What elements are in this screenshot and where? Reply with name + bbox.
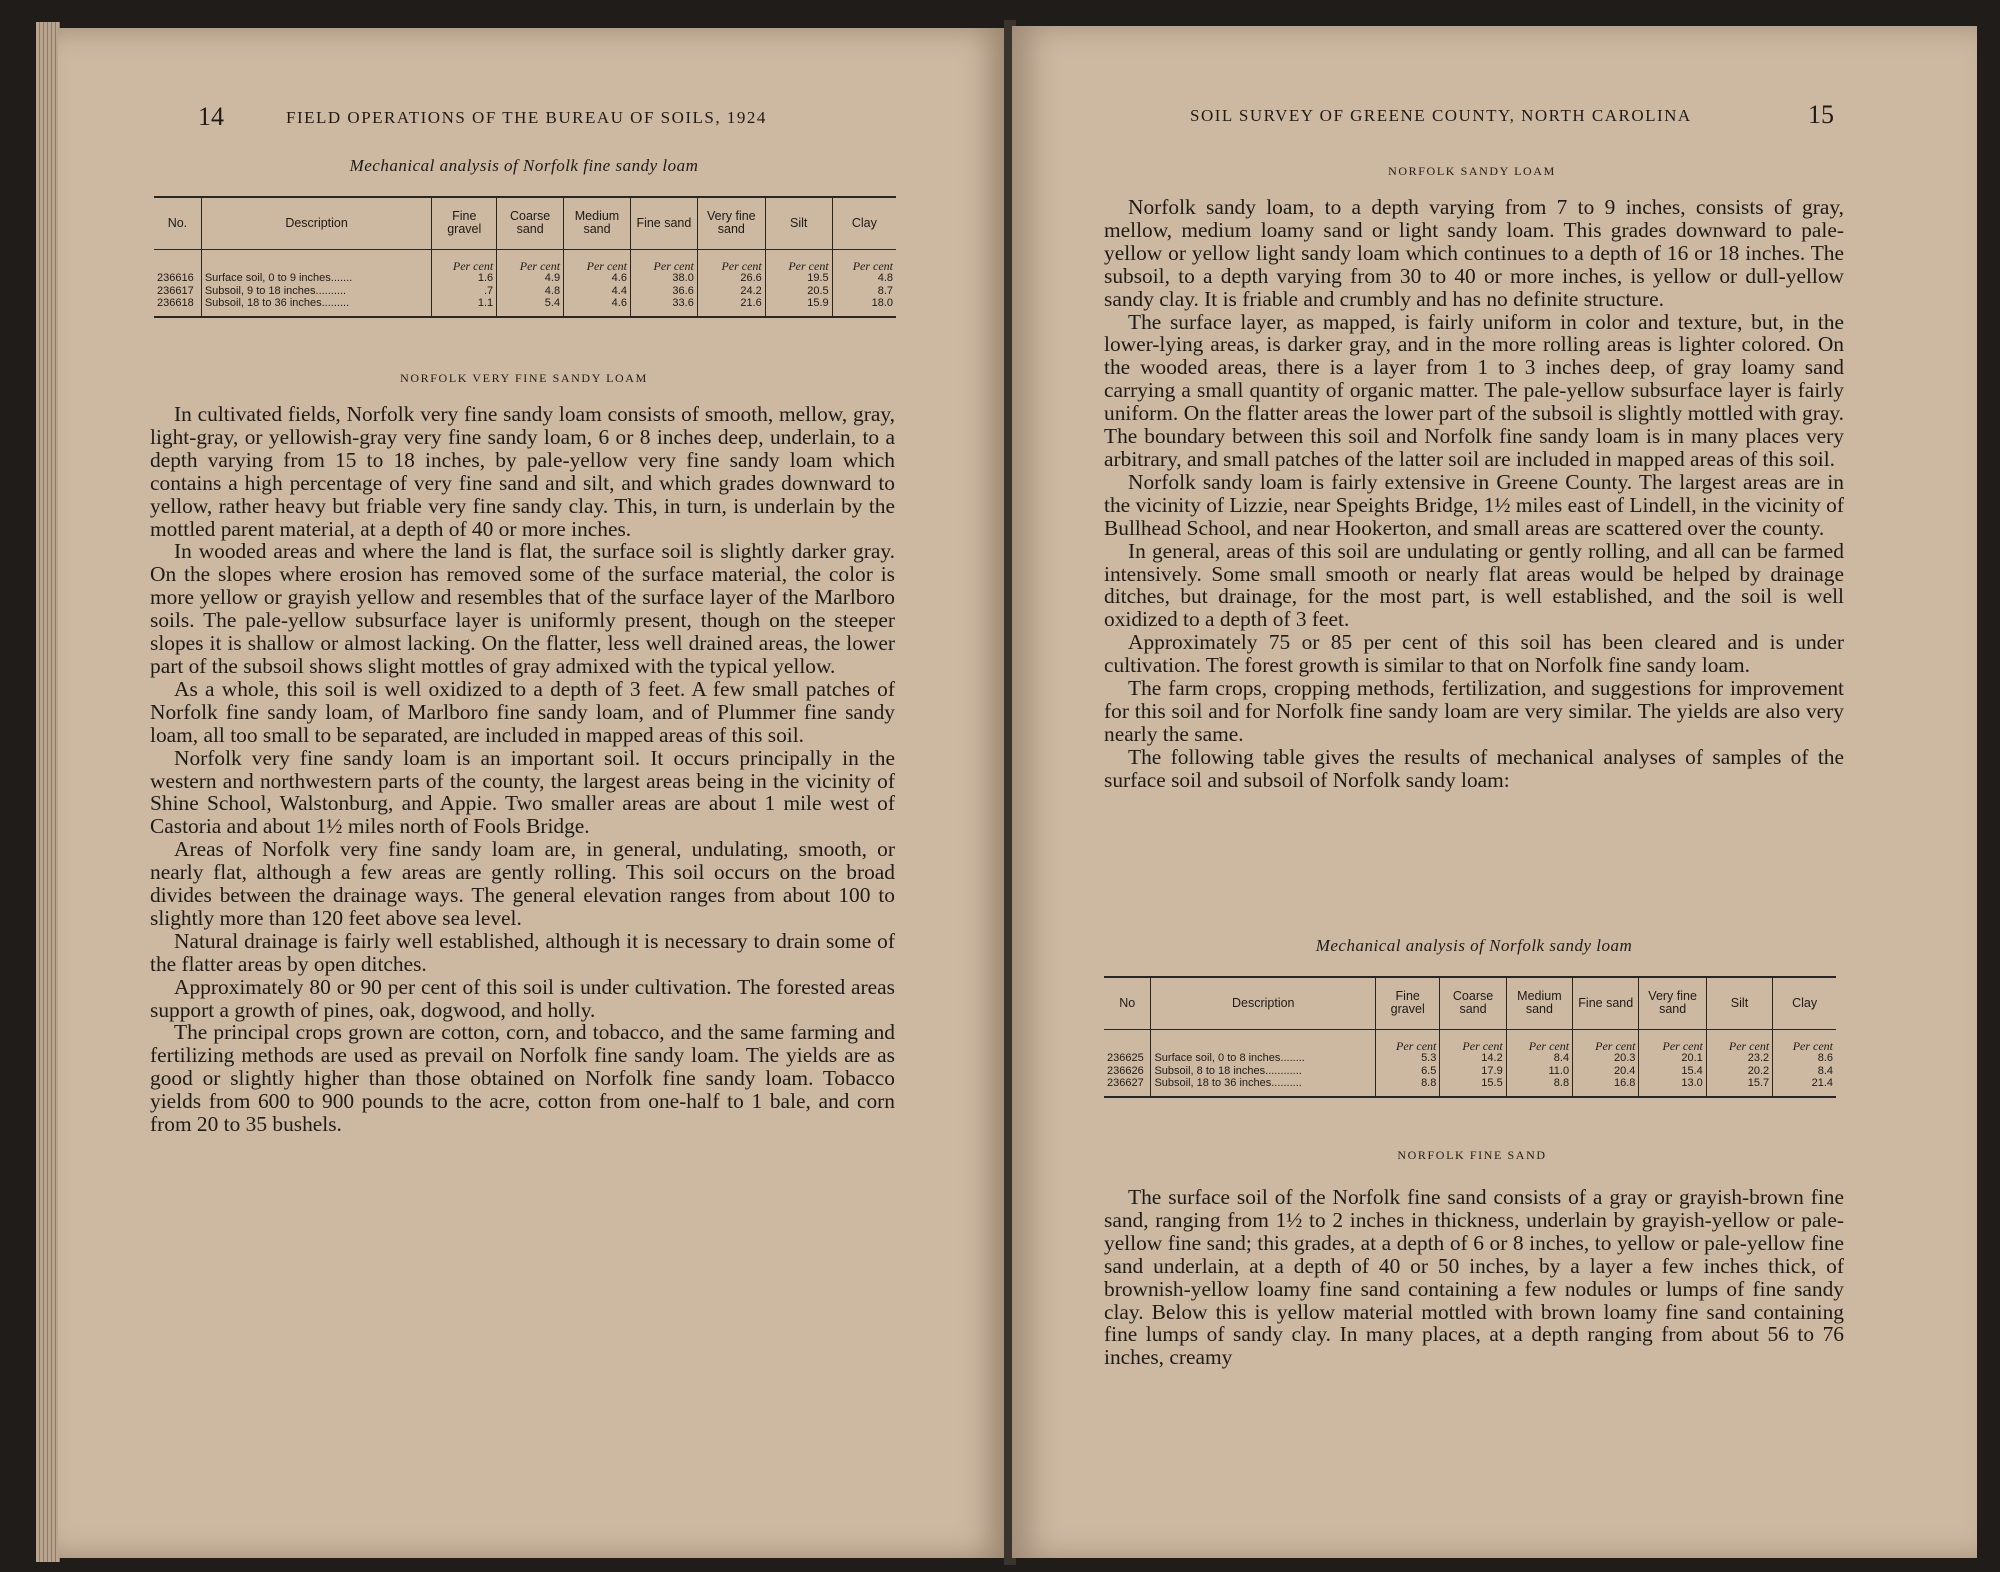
sample-number: 236617 bbox=[157, 284, 194, 297]
unit-cell: Per cent bbox=[1376, 1029, 1440, 1052]
value-cell: 20.2 bbox=[1706, 1065, 1772, 1078]
value-cell: 4.6 bbox=[564, 297, 631, 317]
page-number: 14 bbox=[198, 102, 224, 131]
col-header: No. bbox=[154, 197, 201, 249]
body-text bbox=[1104, 1186, 1844, 1369]
section-heading: NORFOLK VERY FINE SANDY LOAM bbox=[400, 371, 648, 385]
value-cell: 11.0 bbox=[1506, 1065, 1572, 1078]
sample-description: Subsoil, 8 to 18 inches............ bbox=[1151, 1065, 1376, 1078]
col-header: Clay bbox=[832, 197, 896, 249]
sample-number: 236627 bbox=[1107, 1077, 1144, 1090]
col-header: Fine sand bbox=[630, 197, 697, 249]
value-cell: 8.8 bbox=[1506, 1077, 1572, 1097]
paragraph: In cultivated fields, Norfolk very fine sandy loam consists of smooth, mellow, gray, light-gray, or yellowish-gray very fine sandy loam, 6 or 8 inches deep, underlain, to a depth varying from 15 to 18 inches, by pale-yellow very fine sandy loam which contains a high percentage of very fine sand and silt, and which grades downward to yellow, rather heavy but friable very fine sandy clay. This, in turn, is underlain by the mottled parent material, at a depth of 40 or more inches. bbox=[150, 402, 895, 541]
col-header: No bbox=[1104, 977, 1151, 1029]
col-header: Very fine sand bbox=[1639, 977, 1706, 1029]
paragraph: Norfolk very fine sandy loam is an important soil. It occurs principally in the western and northwestern parts of the county, the largest areas being in the vicinity of Shine School, Walstonburg, and Appie. Two smaller areas are about 1 mile west of Castoria and about 1½ miles north of Fools Bridge. bbox=[150, 745, 895, 839]
value-cell: 5.4 bbox=[497, 297, 564, 317]
table-row bbox=[1104, 1065, 1836, 1078]
sample-description: Subsoil, 18 to 36 inches......... bbox=[201, 297, 432, 317]
unit-cell: Per cent bbox=[1506, 1029, 1572, 1052]
col-header: Fine gravel bbox=[432, 197, 497, 249]
paragraph: The principal crops grown are cotton, corn, and tobacco, and the same farming and fertilizing methods are used as prevail on Norfolk fine sandy loam. The yields are as good or slightly higher than those obtained on Norfolk fine sandy loam. Tobacco yields from 600 to 900 pounds to the acre, cotton from one-half to 1 bale, and corn from 20 to 35 bushels. bbox=[150, 1020, 895, 1137]
paragraph: Approximately 75 or 85 per cent of this soil has been cleared and is under cultivation. The forest growth is similar to that on Norfolk fine sandy loam. bbox=[1104, 630, 1844, 678]
paragraph: The surface soil of the Norfolk fine sand consists of a gray or grayish-brown fine sand, ranging from 1½ to 2 inches in thickness, underlain by grayish-yellow or pale-yellow fine sand; this grades, at a depth of 6 or 8 inches, to yellow or pale-yellow fine sand underlain, at a depth of 40 or 50 inches, by a layer a few inches thick, of brownish-yellow loamy fine sand containing a few nodules or lumps of fine sandy clay. Below this is yellow material mottled with brown loamy fine sand containing fine lumps of sandy clay. In many places, at a depth ranging from about 56 to 76 inches, creamy bbox=[1104, 1185, 1844, 1370]
paragraph: In general, areas of this soil are undulating or gently rolling, and all can be farmed intensively. Some small smooth or nearly flat areas would be helped by drainage ditches, but drainage, for the most part, is well established, and the soil is well oxidized to a depth of 3 feet. bbox=[1104, 538, 1844, 632]
col-header: Clay bbox=[1773, 977, 1836, 1029]
col-header: Fine gravel bbox=[1376, 977, 1440, 1029]
col-header: Very fine sand bbox=[697, 197, 765, 249]
paragraph: Norfolk sandy loam is fairly extensive in Greene County. The largest areas are in the vicinity of Lizzie, near Speights Bridge, 1½ miles east of Lindell, in the vicinity of Bullhead School, and near Hookerton, and small areas are scattered over the county. bbox=[1104, 469, 1844, 540]
col-header: Description bbox=[1151, 977, 1376, 1029]
value-cell: 24.2 bbox=[697, 285, 765, 298]
unit-cell: Per cent bbox=[564, 249, 631, 272]
unit-cell: Per cent bbox=[1639, 1029, 1706, 1052]
unit-cell: Per cent bbox=[832, 249, 896, 272]
col-header: Fine sand bbox=[1573, 977, 1639, 1029]
value-cell: 33.6 bbox=[630, 297, 697, 317]
unit-cell: Per cent bbox=[497, 249, 564, 272]
col-header: Silt bbox=[1706, 977, 1772, 1029]
sample-number: 236626 bbox=[1107, 1064, 1144, 1077]
table-row bbox=[1104, 1052, 1836, 1065]
value-cell: 21.4 bbox=[1773, 1077, 1836, 1097]
col-header: Medium sand bbox=[564, 197, 631, 249]
sample-description: Surface soil, 0 to 8 inches........ bbox=[1151, 1052, 1376, 1065]
col-header: Silt bbox=[765, 197, 832, 249]
paragraph: The surface layer, as mapped, is fairly uniform in color and texture, but, in the lower-lying areas, is darker gray, and in the more rolling areas is lighter colored. On the wooded areas, there is a layer from 1 to 3 inches deep, of gray loamy sand carrying a small quantity of organic matter. The pale-yellow subsurface layer is fairly uniform. On the flatter areas the lower part of the subsoil is slightly mottled with gray. The boundary between this soil and Norfolk fine sandy loam is in many places very arbitrary, and small patches of the latter soil are included in mapped areas of this soil. bbox=[1104, 309, 1844, 471]
sample-description: Subsoil, 18 to 36 inches.......... bbox=[1151, 1077, 1376, 1097]
running-head: FIELD OPERATIONS OF THE BUREAU OF SOILS, 1924 bbox=[286, 108, 767, 127]
value-cell: 8.4 bbox=[1506, 1052, 1572, 1065]
value-cell: 17.9 bbox=[1440, 1065, 1506, 1078]
table-caption: Mechanical analysis of Norfolk sandy loam bbox=[1315, 936, 1633, 955]
value-cell: 23.2 bbox=[1706, 1052, 1772, 1065]
value-cell: 20.4 bbox=[1573, 1065, 1639, 1078]
left-page bbox=[58, 28, 1008, 1558]
section-heading: NORFOLK SANDY LOAM bbox=[1388, 164, 1556, 178]
unit-cell: Per cent bbox=[697, 249, 765, 272]
value-cell: 6.5 bbox=[1376, 1065, 1440, 1078]
unit-cell: Per cent bbox=[1706, 1029, 1772, 1052]
value-cell: 1.1 bbox=[432, 297, 497, 317]
paragraph: In wooded areas and where the land is flat, the surface soil is slightly darker gray. On the slopes where erosion has removed some of the surface material, the color is more yellow or grayish yellow and resembles that of the surface layer of the Marlboro soils. The pale-yellow subsurface layer is uniformly present, though on the steeper slopes it is shallow or almost lacking. On the flatter, less well drained areas, the lower part of the subsoil shows slight mottles of gray admixed with the typical yellow. bbox=[150, 539, 895, 678]
value-cell: 15.7 bbox=[1706, 1077, 1772, 1097]
units-row bbox=[154, 249, 896, 272]
value-cell: 21.6 bbox=[697, 297, 765, 317]
value-cell: 20.5 bbox=[765, 285, 832, 298]
value-cell: 4.6 bbox=[564, 272, 631, 285]
table-row bbox=[1104, 1077, 1836, 1097]
paragraph: The farm crops, cropping methods, fertilization, and suggestions for improvement for this soil and for Norfolk fine sandy loam are very similar. The yields are also very nearly the same. bbox=[1104, 676, 1844, 746]
table-row bbox=[154, 272, 896, 285]
sample-number: 236625 bbox=[1107, 1052, 1144, 1065]
units-row bbox=[1104, 1029, 1836, 1052]
value-cell: 1.6 bbox=[432, 272, 497, 285]
col-header: Medium sand bbox=[1506, 977, 1572, 1029]
value-cell: 4.8 bbox=[497, 285, 564, 298]
unit-cell: Per cent bbox=[630, 249, 697, 272]
body-text bbox=[150, 403, 895, 1136]
table-row bbox=[154, 297, 896, 317]
sample-number: 236616 bbox=[157, 272, 194, 285]
right-page bbox=[1012, 26, 1977, 1558]
mechanical-analysis-table bbox=[154, 196, 896, 318]
table-caption: Mechanical analysis of Norfolk fine sandy loam bbox=[349, 156, 699, 175]
value-cell: .7 bbox=[432, 285, 497, 298]
value-cell: 20.1 bbox=[1639, 1052, 1706, 1065]
unit-cell: Per cent bbox=[1440, 1029, 1506, 1052]
unit-cell: Per cent bbox=[1573, 1029, 1639, 1052]
paragraph: Approximately 80 or 90 per cent of this soil is under cultivation. The forested areas support a growth of pines, oak, dogwood, and holly. bbox=[150, 974, 895, 1022]
value-cell: 4.8 bbox=[832, 272, 896, 285]
value-cell: 8.7 bbox=[832, 285, 896, 298]
paragraph: Areas of Norfolk very fine sandy loam are, in general, undulating, smooth, or nearly flat, although a few areas are gently rolling. This soil occurs on the broad divides between the drainage ways. The general elevation ranges from about 100 to slightly more than 120 feet above sea level. bbox=[150, 837, 895, 930]
value-cell: 18.0 bbox=[832, 297, 896, 317]
running-head: SOIL SURVEY OF GREENE COUNTY, NORTH CAROLINA bbox=[1190, 106, 1692, 125]
value-cell: 14.2 bbox=[1440, 1052, 1506, 1065]
paragraph: Natural drainage is fairly well established, although it is necessary to drain some of the flatter areas by open ditches. bbox=[150, 928, 895, 976]
value-cell: 26.6 bbox=[697, 272, 765, 285]
value-cell: 13.0 bbox=[1639, 1077, 1706, 1097]
value-cell: 15.4 bbox=[1639, 1065, 1706, 1078]
col-header: Coarse sand bbox=[497, 197, 564, 249]
unit-cell: Per cent bbox=[432, 249, 497, 272]
body-text bbox=[1104, 196, 1844, 792]
unit-cell: Per cent bbox=[1773, 1029, 1836, 1052]
paragraph: As a whole, this soil is well oxidized to a depth of 3 feet. A few small patches of Norfolk fine sandy loam, of Marlboro fine sandy loam, and of Plummer fine sandy loam, all too small to be separated, are included in mapped areas of this soil. bbox=[150, 676, 895, 747]
sample-number: 236618 bbox=[157, 297, 194, 310]
sample-description: Subsoil, 9 to 18 inches.......... bbox=[201, 285, 432, 298]
col-header: Description bbox=[201, 197, 432, 249]
table-row bbox=[154, 285, 896, 298]
value-cell: 15.5 bbox=[1440, 1077, 1506, 1097]
value-cell: 36.6 bbox=[630, 285, 697, 298]
sample-description: Surface soil, 0 to 9 inches....... bbox=[201, 272, 432, 285]
mechanical-analysis-table bbox=[1104, 976, 1836, 1098]
section-heading: NORFOLK FINE SAND bbox=[1397, 1148, 1547, 1162]
page-number: 15 bbox=[1808, 100, 1834, 129]
value-cell: 16.8 bbox=[1573, 1077, 1639, 1097]
value-cell: 4.4 bbox=[564, 285, 631, 298]
unit-cell: Per cent bbox=[765, 249, 832, 272]
value-cell: 5.3 bbox=[1376, 1052, 1440, 1065]
paragraph: Norfolk sandy loam, to a depth varying from 7 to 9 inches, consists of gray, mellow, medium loamy sand or light sandy loam. This grades downward to pale-yellow or yellow light sandy loam which continues to a depth of 16 or 18 inches. The subsoil, to a depth varying from 30 to 40 or more inches, is yellow or dull-yellow sandy clay. It is friable and crumbly and has no definite structure. bbox=[1104, 195, 1844, 311]
value-cell: 4.9 bbox=[497, 272, 564, 285]
col-header: Coarse sand bbox=[1440, 977, 1506, 1029]
value-cell: 38.0 bbox=[630, 272, 697, 285]
value-cell: 8.8 bbox=[1376, 1077, 1440, 1097]
value-cell: 8.6 bbox=[1773, 1052, 1836, 1065]
value-cell: 20.3 bbox=[1573, 1052, 1639, 1065]
value-cell: 19.5 bbox=[765, 272, 832, 285]
page-edges bbox=[36, 22, 60, 1562]
value-cell: 15.9 bbox=[765, 297, 832, 317]
value-cell: 8.4 bbox=[1773, 1065, 1836, 1078]
paragraph: The following table gives the results of mechanical analyses of samples of the surface soil and subsoil of Norfolk sandy loam: bbox=[1104, 744, 1844, 792]
